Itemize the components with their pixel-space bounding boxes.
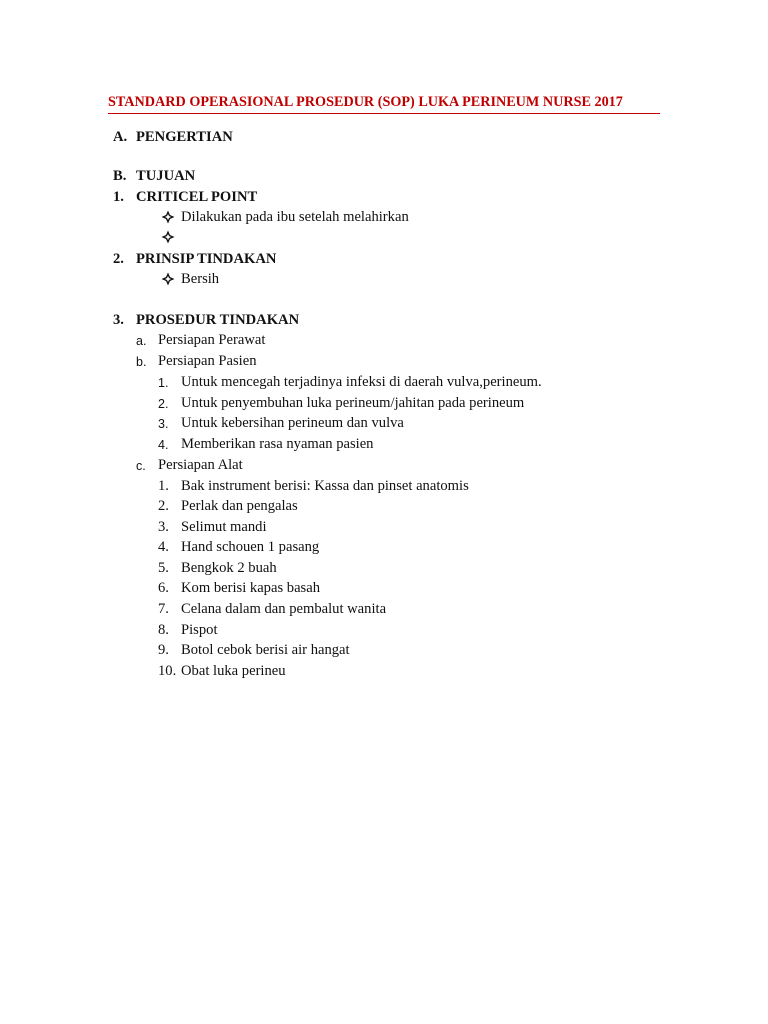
alat-item: Hand schouen 1 pasang: [181, 539, 320, 555]
alat-item: Pispot: [181, 622, 218, 638]
section-3-marker: 3.: [113, 312, 124, 328]
pasien-item-marker: 4.: [158, 438, 169, 452]
diamond-bullet-icon: [161, 210, 175, 224]
section-2-marker: 2.: [113, 251, 124, 267]
section-a-heading: PENGERTIAN: [136, 129, 233, 145]
pasien-item: Untuk mencegah terjadinya infeksi di daerah vulva,perineum.: [181, 374, 542, 390]
pasien-item: Untuk kebersihan perineum dan vulva: [181, 415, 404, 431]
document-title: STANDARD OPERASIONAL PROSEDUR (SOP) LUKA PERINEUM NURSE 2017: [108, 94, 623, 110]
alat-item-marker: 6.: [158, 580, 169, 596]
title-underline: [108, 113, 660, 114]
section-1-marker: 1.: [113, 189, 124, 205]
persiapan-perawat-label: Persiapan Perawat: [158, 332, 266, 348]
prinsip-tindakan-bullet-1: Bersih: [181, 271, 220, 287]
alat-item: Obat luka perineu: [181, 663, 286, 679]
pasien-item-marker: 2.: [158, 397, 169, 411]
pasien-item: Memberikan rasa nyaman pasien: [181, 436, 374, 452]
pasien-item-marker: 1.: [158, 376, 169, 390]
alat-item: Kom berisi kapas basah: [181, 580, 321, 596]
diamond-bullet-icon: [161, 230, 175, 244]
section-a-marker: A.: [113, 129, 128, 145]
alat-item: Celana dalam dan pembalut wanita: [181, 601, 387, 617]
alat-item-marker: 5.: [158, 560, 169, 576]
alat-item: Selimut mandi: [181, 519, 267, 535]
alat-item: Botol cebok berisi air hangat: [181, 642, 350, 658]
section-b-marker: B.: [113, 168, 127, 184]
sub-c-marker: c.: [136, 459, 146, 473]
section-b-heading: TUJUAN: [136, 168, 196, 184]
section-1-heading: CRITICEL POINT: [136, 189, 258, 205]
alat-item-marker: 7.: [158, 601, 169, 617]
sub-a-marker: a.: [136, 334, 147, 348]
alat-item-marker: 2.: [158, 498, 169, 514]
alat-item: Bak instrument berisi: Kassa dan pinset anatomis: [181, 478, 469, 494]
alat-item-marker: 4.: [158, 539, 169, 555]
section-2-heading: PRINSIP TINDAKAN: [136, 251, 277, 267]
diamond-bullet-icon: [161, 272, 175, 286]
section-3-heading: PROSEDUR TINDAKAN: [136, 312, 300, 328]
criticel-point-bullet-1: Dilakukan pada ibu setelah melahirkan: [181, 209, 409, 225]
alat-item-marker: 9.: [158, 642, 169, 658]
alat-item-marker: 3.: [158, 519, 169, 535]
alat-item: Bengkok 2 buah: [181, 560, 277, 576]
alat-item-marker: 8.: [158, 622, 169, 638]
sub-b-marker: b.: [136, 355, 147, 369]
alat-item-marker: 1.: [158, 478, 169, 494]
persiapan-alat-label: Persiapan Alat: [158, 457, 243, 473]
alat-item: Perlak dan pengalas: [181, 498, 298, 514]
persiapan-pasien-label: Persiapan Pasien: [158, 353, 257, 369]
pasien-item: Untuk penyembuhan luka perineum/jahitan pada perineum: [181, 395, 525, 411]
pasien-item-marker: 3.: [158, 417, 169, 431]
alat-item-marker: 10.: [158, 663, 177, 679]
